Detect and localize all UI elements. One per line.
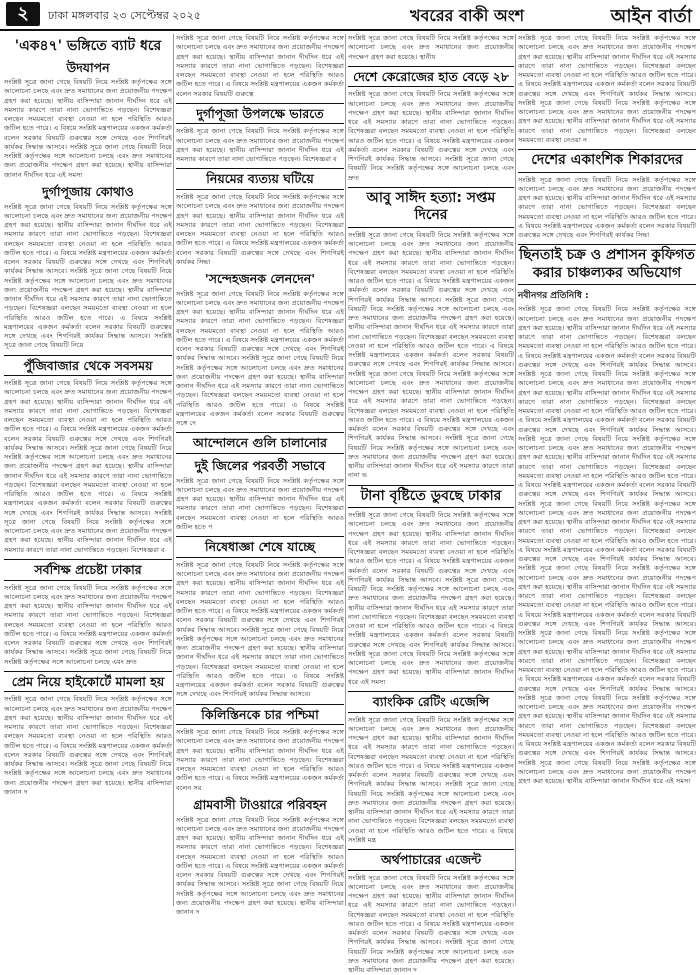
headline: 'সন্দেহজনক লেনদেন' (204, 271, 316, 286)
headline: অর্থপাচারের এজেন্ট (348, 849, 514, 871)
article-body: সংশ্লিষ্ট সূত্রে জানা গেছে বিষয়টি নিয়ে সংশ্লিষ্ট কর্তৃপক্ষের সঙ্গে আলোচনা চলছে এবং দ্রুত সমাধানের জন্য প্রয়োজনীয় পদক্ষেপ গ্রহণ করা হয়েছে। স্থানীয় বাসিন্দারা জানান দীর্ঘদিন ধরে এই সমস্যার কারণে তারা নানা ভোগান্তিতে পড়ছেন। বিশেষজ্ঞরা বলছেন সময়মতো ব্যবস্থা নেওয়া না হলে পরিস্থিতি আরও জটিল হতে পারে। এ বিষয়ে সংশ্লিষ্ট মন্ত্রণালয়ের একজন কর্মকর্তা বলেন সরকার বিষয়টি গুরুত্বে (176, 34, 345, 98)
headline: দুর্গাপূজায় কোথাও (42, 183, 134, 199)
article-body: সংশ্লিষ্ট সূত্রে জানা গেছে বিষয়টি নিয়ে সংশ্লিষ্ট কর্তৃপক্ষের সঙ্গে আলোচনা চলছে এবং দ্রুত সমাধানের জন্য প্রয়োজনীয় পদক্ষেপ গ্রহণ করা হয়েছে। স্থানীয় বাসিন্দারা জানান দীর্ঘদিন ধরে এই সমস্যার কারণে তারা নানা ভোগান্তিতে পড়ছেন। বিশেষজ্ঞরা বলছেন সময়মতো ব্যবস্থা নেওয়া না হলে পরিস্থিতি আরও জটিল হতে প (176, 476, 344, 531)
column-2 (176, 34, 345, 916)
article-body: সংশ্লিষ্ট সূত্রে জানা গেছে বিষয়টি নিয়ে সংশ্লিষ্ট কর্তৃপক্ষের সঙ্গে আলোচনা চলছে এবং দ্রুত সমাধানের জন্য প্রয়োজনীয় পদক্ষেপ গ্রহণ করা হয়েছে। স্থানীয় বাসিন্দারা জানান দীর্ঘদিন ধরে এই সমস্যার কারণে তারা নানা ভোগান্তিতে পড়ছেন। বিশেষজ্ঞরা বলছেন সময়মতো ব্যবস্থা নেওয়া না হলে পরিস্থিতি আরও জটিল হতে পারে। এ বিষয়ে সংশ্লিষ্ট মন্ত্রণালয়ের একজন কর্মকর্তা বলেন সরকার বিষয়টি গুরুত্বের সঙ্গে দেখছে এবং শিগগিরই কার্যকর সিদ্ধান্ত আসবে। সংশ্লিষ্ট সূত্রে জানা গেছে বিষয়টি নিয়ে সংশ্লিষ্ট কর্তৃপক্ষের সঙ্গে আলোচনা চলছে এবং দ্রুত সমাধানের জন্য প্রয়োজনীয় পদক্ষেপ গ্রহণ করা হয়েছে। স্থানীয় বাসিন্দারা জানান দ (348, 873, 514, 975)
article-body: সংশ্লিষ্ট সূত্রে জানা গেছে বিষয়টি নিয়ে সংশ্লিষ্ট কর্তৃপক্ষের সঙ্গে আলোচনা চলছে এবং দ্রুত সমাধানের জন্য প্রয়োজনীয় পদক্ষেপ গ্রহণ করা হয়েছে। স্থানীয় বাসিন্দারা জানান দীর্ঘদিন ধরে এই সমস্যার কারণে তারা নানা ভোগান্তিতে পড়ছেন। বিশেষজ্ঞরা বলছেন সময়মতো ব্যবস্থা নেওয়া না হলে পরিস্থিতি আরও জটিল হতে পারে। এ বিষয়ে সংশ্লিষ্ট মন্ত্রণালয়ের একজন কর্মকর্তা বলেন সরকার বিষয়টি গুরুত্বের সঙ্গে দেখছে এবং শিগগিরই কার্যকর সিদ্ধান্ত আসবে। সংশ্লিষ্ট সূত্রে জানা গেছে বিষয়টি নিয়ে সংশ্লিষ্ট কর্তৃপক্ষের সঙ্গে আলোচনা চলছে এবং দ্রুত (4, 583, 173, 666)
headline: আবু সাঈদ হত্যা: সপ্তম দিনের (348, 187, 514, 228)
headline: কিলিস্তিনকে চার পশ্চিমা (176, 704, 344, 726)
headline-cont: উদযাপন (66, 59, 110, 75)
article-body: সংশ্লিষ্ট সূত্রে জানা গেছে বিষয়টি নিয়ে সংশ্লিষ্ট কর্তৃপক্ষের সঙ্গে আলোচনা চলছে এবং দ্রুত সমাধানের জন্য প্রয়োজনীয় পদক্ষেপ গ্রহণ করা হয়েছে। স্থানীয় বাসিন্দারা জানান দীর্ঘদিন ধরে এই সমস্যার কারণে তারা নানা ভোগান্তিতে পড়ছেন। বিশেষজ্ঞরা বলছেন সময়মতো ব্যবস্থা নেওয়া না হলে পরিস্থিতি আরও জটিল হতে পারে। এ বিষয়ে সংশ্লিষ্ট মন্ত্রণালয়ের একজন কর্মকর্তা বলেন সর (176, 728, 345, 792)
column-4 (518, 34, 696, 906)
article-body: সংশ্লিষ্ট সূত্রে জানা গেছে বিষয়টি নিয়ে সংশ্লিষ্ট কর্তৃপক্ষের সঙ্গে আলোচনা চলছে এবং দ্রুত সমাধানের জন্য প্রয়োজনীয় পদক্ষেপ গ্রহণ করা হয়েছে। স্থানীয় বাসিন্দারা জানান দীর্ঘদিন ধরে এই সমস্যার কারণে তারা নানা ভোগান্তিতে পড়ছেন। বিশেষজ্ঞরা বলছেন সময়মতো ব্যবস্থা নেওয়া না হলে পরিস্থিতি আরও জটিল হতে পারে। এ বিষয়ে সংশ্লিষ্ট মন্ত্রণালয়ের একজন কর্মকর্তা বলেন সরকার বিষয়টি গুরুত্বের সঙ্গে দেখছে এবং শিগগিরই কার্যকর সিদ্ধান্ত আসবে। সংশ্লিষ্ট সূত্রে জানা গেছে বিষয়টি নিয়ে সংশ্লিষ্ট কর্তৃপক্ষের সঙ্গে আলোচনা চলছে এবং দ্রুত সমাধানের জন্য প্রয়োজনীয় পদক্ষেপ গ্রহণ করা হয়েছে। স্থানীয় বাসিন্দারা জানান দ (4, 695, 173, 796)
column-1 (4, 34, 172, 906)
headline: দেশে কেরোজের হাত বেড়ে ২৮ (348, 66, 514, 88)
headline: দেশের একাংশিক শিকারদের (518, 149, 696, 173)
headline: দুর্গাপূজা উপলক্ষে ভারতে (176, 103, 344, 125)
column-divider (515, 34, 516, 906)
article-body: সংশ্লিষ্ট সূত্রে জানা গেছে বিষয়টি নিয়ে সংশ্লিষ্ট কর্তৃপক্ষের সঙ্গে আলোচনা চলছে এবং দ্রুত সমাধানের জন্য প্রয়োজনীয় পদক্ষেপ গ্রহণ করা হয়েছে। স্থানীয় বাসিন্দারা জানান দীর্ঘদিন ধরে এই সমস্যার কারণে তারা নানা ভোগান্তিতে পড়ছেন। বিশেষজ্ঞরা বলছেন সময়মতো ব্যবস্থা নেওয়া না হলে পরিস্থিতি আরও জটিল হতে পারে। এ বিষয়ে সংশ্লিষ্ট মন্ত্রণালয়ের একজন কর্মকর্তা বলেন সরকার বিষয়টি গুরুত্বের সঙ্গে দেখছে এবং শিগগিরই কার্যকর সিদ্ধান্ত আসবে। সংশ্লিষ্ট সূত্রে জানা গেছে বিষয়টি নিয়ে সংশ্লিষ্ট কর্তৃপক্ষের সঙ্গে আলোচনা চলছে এবং দ্রুত সমাধানের জন্য প্রয়োজনীয় পদক্ষেপ গ্রহণ করা হয়েছে। স্থানীয় বাসিন্দারা জানান দীর্ঘদিন ধরে এই সমস্যার কারণে তারা নানা ভোগান্তিতে পড়ছেন। বিশেষজ্ঞরা বলছেন সময়মতো ব্যবস্থা নেওয়া না হলে পরিস্থিতি আরও জটিল হতে পারে। এ বিষয়ে সংশ্লিষ্ট মন্ত্রণালয়ের একজন কর্মকর্তা বলেন সরকার বিষয়টি গুরুত্বের সঙ্গে দেখছে এবং শিগগিরই কার্যকর সিদ্ধান্ত আসবে। সংশ্লিষ্ট সূত্রে জানা গেছে বিষয়টি নিয়ে সংশ্লিষ্ট কর্তৃপক্ষের সঙ্গে আলোচনা চলছে এবং দ্রুত সমাধানের জন্য প্রয়োজনীয় পদক্ষেপ গ্রহণ করা হয়েছে। স্থানীয় বাসিন্দারা জানান দীর্ঘদিন ধরে এই সমস্য (348, 511, 514, 686)
article-body: সংশ্লিষ্ট সূত্রে জানা গেছে বিষয়টি নিয়ে সংশ্লিষ্ট কর্তৃপক্ষের সঙ্গে আলোচনা চলছে এবং দ্রুত সমাধানের জন্য প্রয়োজনীয় পদক্ষেপ গ্রহণ করা হয়েছে। স্থানীয় বাসিন্দারা জানান দীর্ঘদিন ধরে এই সমস্যার কারণে তারা নানা ভোগান্তিতে পড়ছেন। বিশেষজ্ঞরা বলছেন সময়মতো ব্যবস্থা নেওয়া না হলে পরিস্থিতি আরও জটিল হতে পারে। এ বিষয়ে সংশ্লিষ্ট মন্ত্রণালয়ের একজন কর্মকর্তা বলেন সরকার বিষয়টি গুরুত্বের সঙ্গে দেখছে এবং শিগগিরই কার্যকর সিদ্ধান্ত আসবে। সংশ্লিষ্ট সূত্রে জানা গেছে বিষয়টি নিয়ে সংশ্লিষ্ট কর্তৃপক্ষের সঙ্গে আলোচনা চলছে এবং দ্রুত সমাধানের জন্য প্রয়োজনীয় পদক্ষেপ গ্রহণ করা হয়েছে। স্থানীয় বাসিন্দারা জানান দীর্ঘদিন ধরে এই সমস্যার কারণে তারা নানা ভোগান্তিতে পড়ছেন। বিশেষজ্ঞরা বলছেন সময়মতো ব্যবস্থা নেওয়া না হলে পরিস্থিতি আরও জটিল হতে পারে। এ বিষয়ে সংশ্লিষ্ট মন্ত্রণালয়ের একজন কর্মকর্তা বলেন সরকার বিষয়টি গুরুত্বের সঙ্গে দেখছে এবং শিগগিরই কার্যকর সিদ্ধান্ত আসবে। সংশ্লিষ্ট সূত্রে জানা গেছে বিষয়টি নিয়ে সংশ্লিষ্ট কর্তৃপক্ষের সঙ্গে আলোচনা চলছে এবং দ্রুত সমাধানের জন্য প্রয়োজনীয় পদক্ষেপ গ্রহণ করা হয়েছে। স্থানীয় বাসিন্দারা জানান দীর্ঘদিন ধরে এই সমস্যার কারণে তারা নানা ভোগান্তিতে পড়ছেন। বিশেষজ্ঞরা বলছেন সময়মতো ব্যবস্থা নেওয়া না হলে পরিস্থিতি আরও জটিল হতে পারে। এ বিষয়ে সংশ্লিষ্ট মন্ত্রণালয়ের একজন কর্মকর্তা বলেন সরকার বিষয়টি গুরুত্বের সঙ্গে দেখছে এবং শিগগিরই কার্যকর সিদ্ধান্ত আসবে। সংশ্লিষ্ট সূত্রে জানা গেছে বিষয়টি নিয়ে সংশ্লিষ্ট কর্তৃপক্ষের সঙ্গে আলোচনা চলছে এবং দ্রুত সমাধানের জন্য প্রয়োজনীয় পদক্ষেপ গ্রহণ করা হয়েছে। স্থানীয় বাসিন্দারা জানান দীর্ঘদিন ধরে এই সমস্যার কারণে তারা নানা ভোগান্তিতে পড়ছেন। বিশেষজ্ঞরা বলছেন সময়মতো ব্যবস্থা নেওয়া না হলে পরিস্থিতি আরও জটিল হতে পারে। এ বিষয়ে সংশ্লিষ্ট মন্ত্রণালয়ের একজন কর্মকর্তা বলেন সরকার বিষয়টি গুরুত্বের সঙ্গে দেখছে এবং শিগগিরই কার্যকর সিদ্ধান্ত আসবে। সংশ্লিষ্ট সূত্রে জানা গেছে বিষয়টি নিয়ে সংশ্লিষ্ট কর্তৃপক্ষের সঙ্গে আলোচনা চলছে এবং দ্রুত সমাধানের জন্য প্রয়োজনীয় পদক্ষেপ গ্রহণ করা হয়েছে। স্থানীয় বাসিন্দারা জানান দীর্ঘদিন ধরে এই সমস্যার কারণে তারা নানা ভোগান্তিতে পড়ছেন। বিশেষজ্ঞরা বলছেন সময়মতো ব্যবস্থা নেওয়া না হলে পরিস্থিতি আরও জটিল হতে পারে। এ বিষয়ে সংশ্লিষ্ট মন্ত্রণালয়ের একজন কর্মকর্তা বলেন সরকার বিষয়টি গুরুত্বের সঙ্গে দেখছে এবং শিগগিরই কার্যকর সিদ্ধান্ত আসবে। সংশ্লিষ্ট সূত্রে জানা গেছে বিষয়টি নিয়ে সংশ্লিষ্ট কর্তৃপক্ষের সঙ্গে আলোচনা চলছে এবং দ্রুত সমাধানের জন্য প্রয়োজনীয় পদক্ষেপ গ্রহণ করা হয়েছে। স্থানীয় বাসিন্দারা জানান দীর্ঘদিন ধরে এই সমস্যার কারণে তারা নানা ভোগান্তিতে পড়ছেন। বিশেষজ্ঞরা বলছেন সময়মতো ব্যবস্থা নেওয়া না হলে পরিস্থিতি আরও জটিল হতে পারে। এ বিষয়ে সংশ্লিষ্ট মন্ত্রণালয়ের একজন কর্মকর্তা বলেন সরকার বিষয়টি গুরুত্বের সঙ্গে দেখছে এবং শিগগিরই কার্যকর সিদ্ধান্ত আসবে। সংশ্লিষ্ট সূত্রে জানা গেছে বিষয়টি নিয়ে সংশ্লিষ্ট কর্তৃপক্ষের সঙ্গে আলোচনা চলছে এবং দ্রুত সমাধানের জন্য প্রয়োজনীয় পদক্ষেপ গ্রহণ করা হয়েছে। স্থানীয় বাসিন্দারা জানান দীর্ঘদিন ধরে এই সমস্যার কারণে তারা নানা ভোগান্তিতে পড়ছেন। বিশেষজ্ঞরা বলছেন সময়মতো ব্যবস্থা নেওয়া না হলে পরিস্থিতি আরও জটিল হতে পারে। এ বিষয়ে সংশ্লিষ্ট মন্ত্রণালয়ের একজন কর্মকর্তা বলেন সরকার বিষয়টি গুরুত্বের সঙ্গে দেখছে এবং শিগগিরই কার্যকর সিদ্ধান্ত আসবে। সংশ্লিষ্ট সূত্রে জানা গেছে বিষয়টি নিয়ে সংশ্লিষ্ট কর্তৃপক্ষের সঙ্গে আলোচনা চলছে এবং দ্রুত সমাধানের জন্য প্রয়োজনীয় পদক্ষেপ গ্রহণ করা হয়েছে। স্থানীয় বাসিন্দারা জানান দীর্ঘদিন ধরে এই সমস্য (518, 305, 696, 785)
headline: টানা বৃষ্টিতে ডুবছে ঢাকার (348, 485, 514, 509)
article-body: সংশ্লিষ্ট সূত্রে জানা গেছে বিষয়টি নিয়ে সংশ্লিষ্ট কর্তৃপক্ষের সঙ্গে আলোচনা চলছে এবং দ্রুত সমাধানের জন্য প্রয়োজনীয় পদক্ষেপ গ্রহণ করা হয়েছে। স্থানীয় বাসিন্দারা জানান দীর্ঘদিন ধরে এই সমস্যার কারণে তারা নানা ভোগান্তিতে পড়ছেন। বিশেষজ্ঞরা বলছেন সময়মতো ব্যবস্থা নেওয়া না হলে পরিস্থিতি আরও জটিল হতে পারে। এ বিষয়ে সংশ্লিষ্ট মন্ত্রণালয়ের একজন কর্মকর্তা বলেন সরকার বিষয়টি গুরুত্বের সঙ্গে দেখছে এবং শিগগিরই কার্যকর সিদ্ধান্ত আসবে। সংশ্লিষ্ট সূত্রে জানা গেছে বিষয়টি নিয়ে সংশ্লিষ্ট কর্তৃপক্ষের সঙ্গে আলোচনা চলছে এবং দ্রুত সমাধানের জন্য প্রয়োজনীয় পদক্ষেপ গ্রহণ করা হয়েছে। স্থানীয় বাসিন্দারা জানান দীর্ঘদিন ধরে এই সমস্যার কারণে তারা নানা ভোগান্তিতে পড়ছেন। বিশেষজ্ঞরা বলছেন সময়মতো ব্যবস্থা নেওয়া না হলে পরিস্থিতি আরও জটিল হতে পারে। এ বিষয়ে সংশ্লিষ্ট মন্ত্রণালয়ের একজন কর্মকর্তা বলেন সরকার বিষয়টি গুরুত্বের সঙ্গে দেখছে এবং শিগগিরই কার্যকর সিদ্ধান্ত আসবে। (176, 560, 345, 699)
newspaper-brand: আইন বার্তা (610, 6, 692, 27)
headline: প্রেম নিয়ে হাইকোর্টে মামলা হয় (4, 671, 172, 693)
headline: আন্দোলনে গুলি চালানোর (176, 432, 344, 454)
article-body: সংশ্লিষ্ট সূত্রে জানা গেছে বিষয়টি নিয়ে সংশ্লিষ্ট কর্তৃপক্ষের সঙ্গে আলোচনা চলছে এবং দ্রুত সমাধানের জন্য প্রয়োজনীয় পদক্ষেপ গ্রহণ করা হয়েছে। স্থানীয় বাসিন্দারা জানান দীর্ঘদিন ধরে এই সমস্যার কারণে তারা নানা ভোগান্তিতে পড়ছেন। বিশেষজ্ঞরা বলছেন সময়মতো ব্যবস্থা নেওয়া না হলে পরিস্থিতি আরও জটিল হতে পারে। এ বিষয়ে সংশ্লিষ্ট মন্ত্রণালয়ের একজন কর্মকর্তা বলেন সরকার বিষয়টি গুরুত্বের সঙ্গে দেখছে এবং শিগগিরই কার্যকর সিদ্ধান্ত আসবে। সংশ্লিষ্ট সূত্রে জানা গেছে বিষয়টি নিয়ে সংশ্লিষ্ট কর্তৃপক্ষের সঙ্গে আলোচনা চলছে এবং দ্রুত সমাধানের জন্য প্রয়োজনীয় পদক্ষেপ গ্রহণ করা হয়েছে। স্থানীয় বাসিন্দারা জানান দীর্ঘদিন ধরে এই সমস্যার কারণে তারা নানা ভোগান্তিতে পড়ছেন। বিশেষজ্ঞরা বলছেন সময়মতো ব্যবস্থা নেওয়া না হলে পরিস্থিতি আরও জটিল হতে পারে। এ বিষয়ে সংশ্লিষ্ট মন্ত্রণালয়ের একজন কর্মকর্তা বলেন সরকার বিষয়টি গুরুত্বের সঙ্গে দে (176, 289, 345, 428)
headline: ব্যাংকিক রেটিং এজেন্সি (348, 691, 514, 713)
article-body: সংশ্লিষ্ট সূত্রে জানা গেছে বিষয়টি নিয়ে সংশ্লিষ্ট কর্তৃপক্ষের সঙ্গে আলোচনা চলছে এবং দ্রুত সমাধানের জন্য প্রয়োজনীয় পদক্ষেপ গ্রহণ করা হয়েছে। স্থানীয় বাসিন্দারা জানান দীর্ঘদিন ধরে এই সমস্যার কারণে তারা নানা ভোগান্তিতে পড়ছেন। বিশেষজ্ঞরা বলছেন সময়মতো ব্যবস্থা নেওয়া না হলে পরিস্থিতি আরও জটিল হতে পারে। এ বিষয়ে সংশ্লিষ্ট মন্ত্রণালয়ের একজন কর্মকর্তা বলেন সরকার বিষয়টি গুরুত্বের সঙ্গে দেখছে এবং শিগগিরই কার্যকর সিদ্ধা (518, 175, 696, 239)
byline: নবীনগর প্রতিনিধি : (518, 291, 589, 302)
column-divider (345, 34, 346, 906)
article-body: সংশ্লিষ্ট সূত্রে জানা গেছে বিষয়টি নিয়ে সংশ্লিষ্ট কর্তৃপক্ষের সঙ্গে আলোচনা চলছে এবং দ্রুত সমাধানের জন্য প্রয়োজনীয় পদক্ষেপ গ্রহণ করা হয়েছে। স্থানীয় বাসিন্দারা জানান দীর্ঘদিন ধরে এই সমস্যার কারণে তারা নানা ভোগান্তিতে পড়ছেন। বিশেষজ্ঞরা বলছেন সময়মতো ব্যবস্থা নেওয়া না হলে পরিস্থিতি আরও জটিল হতে পারে। এ বিষয়ে সংশ্লিষ্ট মন্ত্রণালয়ের একজন কর্মকর্তা বলেন সরকার বিষয়টি গুরুত্বের সঙ্গে দেখছে এবং শিগগিরই কার্যকর সিদ্ধান্ত আসবে। সংশ্লিষ্ট সূত্রে জানা গেছে বিষয়টি নিয়ে সংশ্লিষ্ট কর্তৃপক্ষের সঙ্গে আলোচনা চলছে এবং দ্রুত সমাধানের জন্য প্রয়োজনীয় পদক্ষেপ গ্রহণ করা হয়েছে। স্থানীয় বাসিন্দারা জানান দ (176, 815, 345, 916)
headline-cont: দুই জিলের পরবর্তী সভাবে (194, 458, 326, 473)
article-body: সংশ্লিষ্ট সূত্রে জানা গেছে বিষয়টি নিয়ে সংশ্লিষ্ট কর্তৃপক্ষের সঙ্গে আলোচনা চলছে এবং দ্রুত সমাধানের জন্য প্রয়োজনীয় পদক্ষেপ গ্রহণ করা হয়েছে। স্থানীয় বাসিন্দারা জানান দীর্ঘদিন ধরে এই সমস্যার কারণে তারা নানা ভোগান্তিতে পড়ছেন। বিশেষজ্ঞরা বলছেন সময়মতো ব্যবস্থা নেওয়া না হলে পরিস্থিতি আরও জটিল হতে পারে। এ বিষয়ে সংশ্লিষ্ট মন্ত্রণালয়ের একজন কর্মকর্তা বলেন সরকার বিষয়টি গুরুত্বের সঙ্গে দেখছে এবং শিগগিরই কার্যকর সিদ্ধান্ত আসবে। সংশ্লিষ্ট সূত্রে জানা গেছে বিষয়টি নিয়ে সংশ্লিষ্ট কর্তৃপক্ষের সঙ্গে আলোচনা চলছে এবং দ্রুত সমাধানের জন্য প্রয়োজনীয় পদক্ষেপ গ্রহণ করা হয়েছে। স্থানীয় বাসিন্দারা জানান দীর্ঘদিন ধরে এই সমস্যার কারণে তারা নানা ভোগান্তিতে পড়ছেন। বিশেষজ্ঞরা বলছেন সময়মতো ব্যবস্থা নেওয়া না হলে পরিস্থিতি আরও জটিল হতে পারে। এ বিষয়ে সংশ্লিষ্ট মন্ত্র (348, 715, 514, 844)
headline: নিয়মের ব্যত্যয় ঘটিয়ে (176, 168, 344, 190)
headline: গ্রামবাসী টাওয়ারে পরিবহন (193, 796, 327, 812)
page-header (0, 0, 700, 30)
headline: ছিনতাই চক্র ও প্রশাসন কুফিগত করার চাঞ্চল্যকর অভিযোগ (518, 244, 696, 285)
article-body: সংশ্লিষ্ট সূত্রে জানা গেছে বিষয়টি নিয়ে সংশ্লিষ্ট কর্তৃপক্ষের সঙ্গে আলোচনা চলছে এবং দ্রুত সমাধানের জন্য প্রয়োজনীয় পদক্ষেপ গ্রহণ করা হয়েছে। স্থানীয় বাসিন্দারা জানান দীর্ঘদিন ধরে এই সমস্যার কারণে তারা নানা ভোগান্তিতে পড়ছেন। বিশেষজ্ঞরা বলছেন সময়মতো ব্যবস্থা নেওয়া না হলে পরিস্থিতি আরও জটিল হতে পারে। এ বিষয়ে সংশ্লিষ্ট মন্ত্রণালয়ের একজন কর্মকর্তা বলেন সরকার বিষয়টি গুরুত্বের সঙ্গে দেখছে এবং শিগগিরই কার্যকর সিদ্ধান্ত আসবে। সংশ্লিষ্ট সূত্রে জানা গেছে বিষয়টি নিয়ে সংশ্লিষ্ট কর্তৃপক্ষের সঙ্গে আলোচনা চলছে এবং দ্রুত সমাধানের জন্য প্রয়োজনীয় পদক্ষেপ গ্রহণ করা হয়েছে। স্থানীয় বাসিন্দারা জানান দীর্ঘদিন ধরে এই সমস্য (4, 78, 173, 179)
column-3 (348, 34, 514, 975)
column-divider (173, 34, 174, 906)
section-title: খবরের বাকী অংশ (410, 6, 525, 25)
article-body: সংশ্লিষ্ট সূত্রে জানা গেছে বিষয়টি নিয়ে সংশ্লিষ্ট কর্তৃপক্ষের সঙ্গে আলোচনা চলছে এবং দ্রুত সমাধানের জন্য প্রয়োজনীয় পদক্ষেপ গ্রহণ করা হয়েছে। স্থানীয় বাসিন্দারা জানান দীর্ঘদিন ধরে এই সমস্যার কারণে তারা নানা ভোগান্তিতে পড়ছেন। বিশেষজ্ঞরা বলছেন সময়মতো ব্যবস্থা নেওয়া না হলে পরিস্থিতি আরও জটিল হতে পারে। এ বিষয়ে সংশ্লিষ্ট মন্ত্রণালয়ের একজন কর্মকর্তা বলেন সরকার বিষয়টি গুরুত্বের সঙ্গে দেখছে এবং শিগগিরই কার্যকর সিদ্ধান্ত আসবে। সংশ্লিষ্ট সূত্রে জানা গেছে বিষয়টি নিয়ে সংশ্লিষ্ট কর্তৃপক্ষের সঙ্গে আলোচনা চলছে এবং দ্রুত সমাধানের জন্য প্রয়োজনীয় পদক্ষেপ গ্রহণ করা হয়েছে। স্থানীয় বাসিন্দারা জানান দীর্ঘদিন ধরে এই সমস্যার কারণে তারা নানা ভোগান্তিতে পড়ছেন। বিশেষজ্ঞরা বলছেন সময়মতো ব্যবস্থা নেওয়া না হলে পরিস্থিতি আরও জটিল হতে পারে। এ বিষয়ে সংশ্লিষ্ট মন্ত্রণালয়ের একজন কর্মকর্তা বলেন সরকার বিষয়টি গুরুত্বের সঙ্গে দেখছে এবং শিগগিরই কার্যকর সিদ্ধান্ত আসবে। সংশ্লিষ্ট সূত্রে জানা গেছে বিষয়টি নিয়ে সংশ্লিষ্ট কর্তৃপক্ষের সঙ্গে আলোচনা চলছে এবং দ্রুত সমাধানের জন্য প্রয়োজনীয় পদক্ষেপ গ্রহণ করা হয়েছে। স্থানীয় বাসিন্দারা জানান দীর্ঘদিন ধরে এই সমস্যার কারণে তারা নানা ভোগান্তিতে পড়ছেন। বিশেষজ্ঞরা বলছেন সময়মতো ব্যবস্থা নেওয়া না হলে পরিস্থিতি আরও জটিল হতে পারে। এ বিষয়ে সংশ্লিষ্ট মন্ত্রণালয়ের একজন কর্মকর্তা বলেন সরকার বিষয়টি গুরুত্বের সঙ্গে দেখছে এবং শিগগিরই কার্যকর সিদ্ধান্ত আসবে। সংশ্লিষ্ট সূত্রে জানা গেছে বিষয়টি নিয়ে সংশ্লিষ্ট কর্তৃপক্ষের সঙ্গে আলোচনা চলছে এবং দ্রুত সমাধানের জন্য প্রয়োজনীয় পদক্ষেপ গ্রহণ করা হয়েছে। স্থানীয় বাসিন্দারা জানান দীর্ঘদিন ধরে এই সমস্যার কারণে তারা নানা ভ (348, 230, 514, 480)
header-rule (0, 29, 700, 31)
article-body: সংশ্লিষ্ট সূত্রে জানা গেছে বিষয়টি নিয়ে সংশ্লিষ্ট কর্তৃপক্ষের সঙ্গে আলোচনা চলছে এবং দ্রুত সমাধানের জন্য প্রয়োজনীয় পদক্ষেপ গ্রহণ করা হয়েছে। স্থানীয (348, 34, 514, 61)
headline: 'এক৪৭' ভঙ্গিতে ব্যাট ধরে (14, 38, 162, 54)
article-body: সংশ্লিষ্ট সূত্রে জানা গেছে বিষয়টি নিয়ে সংশ্লিষ্ট কর্তৃপক্ষের সঙ্গে আলোচনা চলছে এবং দ্রুত সমাধানের জন্য প্রয়োজনীয় পদক্ষেপ গ্রহণ করা হয়েছে। স্থানীয় বাসিন্দারা জানান দীর্ঘদিন ধরে এই সমস্যার কারণে তারা নানা ভোগান্তিতে পড়ছেন। বিশেষজ্ঞরা বলছেন সময়মতো ব্যবস্থা নেওয়া না হলে পরিস্থিতি আরও জটিল হতে পারে। এ বিষয়ে সংশ্লিষ্ট মন্ত্রণালয়ের একজন কর্মকর্তা বলেন সরকার বিষয়টি গুরুত্বের সঙ্গে দেখছে এবং শিগগিরই কার্যকর সিদ্ধান্ত আসবে। সংশ্লিষ্ট সূত্রে জানা গেছে বিষয়টি নিয়ে সংশ্লিষ্ট কর্তৃপক্ষের সঙ্গে আলোচনা চলছে এবং দ্রুত সমাধানের জন্য প্রয়োজনীয় পদক্ষেপ গ্রহণ করা হয়েছে। স্থানীয় বাসিন্দারা জানান দীর্ঘদিন ধরে এই সমস্যার কারণে তারা নানা ভোগান্তিতে পড়ছেন। বিশেষজ্ঞরা বলছেন সময়মতো ব্যবস্থা নেওয়া না হলে পরিস্থিতি আরও জটিল হতে পারে। এ বিষয়ে সংশ্লিষ্ট মন্ত্রণালয়ের একজন কর্মকর্তা বলেন সরকার বিষয়টি গুরুত্বের সঙ্গে দেখছে এবং শিগগিরই কার্যকর সিদ্ধান্ত আসবে। সংশ্লিষ্ট সূত্রে জানা গেছে বিষয়টি নিয়ে সংশ্লিষ্ট কর্তৃপক্ষের সঙ্গে আলোচনা চলছে এবং দ্রুত সমাধানের জন্য প্রয়োজনীয় পদক্ষেপ গ্রহণ করা হয়েছে। স্থানীয় বাসিন্দারা জানান দীর্ঘদিন ধরে এই সমস্যার কারণে তারা নানা ভোগান্তিতে পড়ছেন। বিশেষজ্ঞরা ব (4, 379, 173, 554)
article-body: সংশ্লিষ্ট সূত্রে জানা গেছে বিষয়টি নিয়ে সংশ্লিষ্ট কর্তৃপক্ষের সঙ্গে আলোচনা চলছে এবং দ্রুত সমাধানের জন্য প্রয়োজনীয় পদক্ষেপ গ্রহণ করা হয়েছে। স্থানীয় বাসিন্দারা জানান দীর্ঘদিন ধরে এই সমস্যার কারণে তারা নানা ভোগান্তিতে পড়ছেন। বিশেষজ্ঞরা বলছেন সময়মতো ব্যবস্থা নেওয়া না হলে পরিস্থিতি আরও জটিল হতে পারে। এ বিষয়ে সংশ্লিষ্ট মন্ত্রণালয়ের একজন কর্মকর্তা বলেন সরকার বিষয়টি গুরুত্বের সঙ্গে দেখছে এবং শিগগিরই কার্যকর সিদ্ধান্ত আসবে। সংশ্লিষ্ট সূত্রে জানা গেছে বিষয়টি নিয়ে সংশ্লিষ্ট কর্তৃপক্ষের সঙ্গে আলোচনা চলছে এবং দ্রুত সমাধানের জন্য প্রয়োজনীয় পদক্ষেপ গ্রহণ করা হয়েছে। স্থানীয় বাসিন্দারা জানান দীর্ঘদিন ধরে এই সমস্যার কারণে তারা নানা ভোগান্তিতে পড়ছেন। বিশেষজ্ঞরা বলছেন সময়মতো ব্যবস্থা নেওয়া ন (518, 34, 696, 144)
article-body: সংশ্লিষ্ট সূত্রে জানা গেছে বিষয়টি নিয়ে সংশ্লিষ্ট কর্তৃপক্ষের সঙ্গে আলোচনা চলছে এবং দ্রুত সমাধানের জন্য প্রয়োজনীয় পদক্ষেপ গ্রহণ করা হয়েছে। স্থানীয় বাসিন্দারা জানান দীর্ঘদিন ধরে এই সমস্যার কারণে তারা নানা ভোগান্তিতে পড়ছেন। বিশেষজ্ঞরা ব (176, 127, 344, 164)
dateline: ঢাকা মঙ্গলবার ২৩ সেপ্টেম্বর ২০২৫ (48, 9, 201, 22)
article-body: সংশ্লিষ্ট সূত্রে জানা গেছে বিষয়টি নিয়ে সংশ্লিষ্ট কর্তৃপক্ষের সঙ্গে আলোচনা চলছে এবং দ্রুত সমাধানের জন্য প্রয়োজনীয় পদক্ষেপ গ্রহণ করা হয়েছে। স্থানীয় বাসিন্দারা জানান দীর্ঘদিন ধরে এই সমস্যার কারণে তারা নানা ভোগান্তিতে পড়ছেন। বিশেষজ্ঞরা বলছেন সময়মতো ব্যবস্থা নেওয়া না হলে পরিস্থিতি আরও জটিল হতে পারে। এ বিষয়ে সংশ্লিষ্ট মন্ত্রণালয়ের একজন কর্মকর্তা বলেন সরকার বিষয়টি গুরুত্বের সঙ্গে দেখছে এবং শিগগিরই কার্যকর সিদ্ধা (176, 193, 345, 266)
headline: পুঁজিবাজার থেকে সবসময় (4, 355, 172, 377)
headline: নিষেধাজ্ঞা শেষে যাচ্ছে (176, 536, 344, 558)
article-body: সংশ্লিষ্ট সূত্রে জানা গেছে বিষয়টি নিয়ে সংশ্লিষ্ট কর্তৃপক্ষের সঙ্গে আলোচনা চলছে এবং দ্রুত সমাধানের জন্য প্রয়োজনীয় পদক্ষেপ গ্রহণ করা হয়েছে। স্থানীয় বাসিন্দারা জানান দীর্ঘদিন ধরে এই সমস্যার কারণে তারা নানা ভোগান্তিতে পড়ছেন। বিশেষজ্ঞরা বলছেন সময়মতো ব্যবস্থা নেওয়া না হলে পরিস্থিতি আরও জটিল হতে পারে। এ বিষয়ে সংশ্লিষ্ট মন্ত্রণালয়ের একজন কর্মকর্তা বলেন সরকার বিষয়টি গুরুত্বের সঙ্গে দেখছে এবং শিগগিরই কার্যকর সিদ্ধান্ত আসবে। সংশ্লিষ্ট সূত্রে জানা গেছে বিষয়টি নিয়ে সংশ্লিষ্ট কর্তৃপক্ষের সঙ্গে আলোচনা চলছে এবং দ্রুত (348, 90, 514, 182)
page-number: ২ (6, 2, 40, 26)
headline: সর্বশিক্ষ প্রচেষ্টা ঢাকার (4, 559, 172, 581)
article-body: সংশ্লিষ্ট সূত্রে জানা গেছে বিষয়টি নিয়ে সংশ্লিষ্ট কর্তৃপক্ষের সঙ্গে আলোচনা চলছে এবং দ্রুত সমাধানের জন্য প্রয়োজনীয় পদক্ষেপ গ্রহণ করা হয়েছে। স্থানীয় বাসিন্দারা জানান দীর্ঘদিন ধরে এই সমস্যার কারণে তারা নানা ভোগান্তিতে পড়ছেন। বিশেষজ্ঞরা বলছেন সময়মতো ব্যবস্থা নেওয়া না হলে পরিস্থিতি আরও জটিল হতে পারে। এ বিষয়ে সংশ্লিষ্ট মন্ত্রণালয়ের একজন কর্মকর্তা বলেন সরকার বিষয়টি গুরুত্বের সঙ্গে দেখছে এবং শিগগিরই কার্যকর সিদ্ধান্ত আসবে। সংশ্লিষ্ট সূত্রে জানা গেছে বিষয়টি নিয়ে সংশ্লিষ্ট কর্তৃপক্ষের সঙ্গে আলোচনা চলছে এবং দ্রুত সমাধানের জন্য প্রয়োজনীয় পদক্ষেপ গ্রহণ করা হয়েছে। স্থানীয় বাসিন্দারা জানান দীর্ঘদিন ধরে এই সমস্যার কারণে তারা নানা ভোগান্তিতে পড়ছেন। বিশেষজ্ঞরা বলছেন সময়মতো ব্যবস্থা নেওয়া না হলে পরিস্থিতি আরও জটিল হতে পারে। এ বিষয়ে সংশ্লিষ্ট মন্ত্রণালয়ের একজন কর্মকর্তা বলেন সরকার বিষয়টি গুরুত্বের সঙ্গে দেখছে এবং শিগগিরই কার্যকর সিদ্ধান্ত আসবে। সংশ্লিষ্ট সূত্রে জানা গেছে বিষয়টি নিয়ে (4, 202, 173, 350)
